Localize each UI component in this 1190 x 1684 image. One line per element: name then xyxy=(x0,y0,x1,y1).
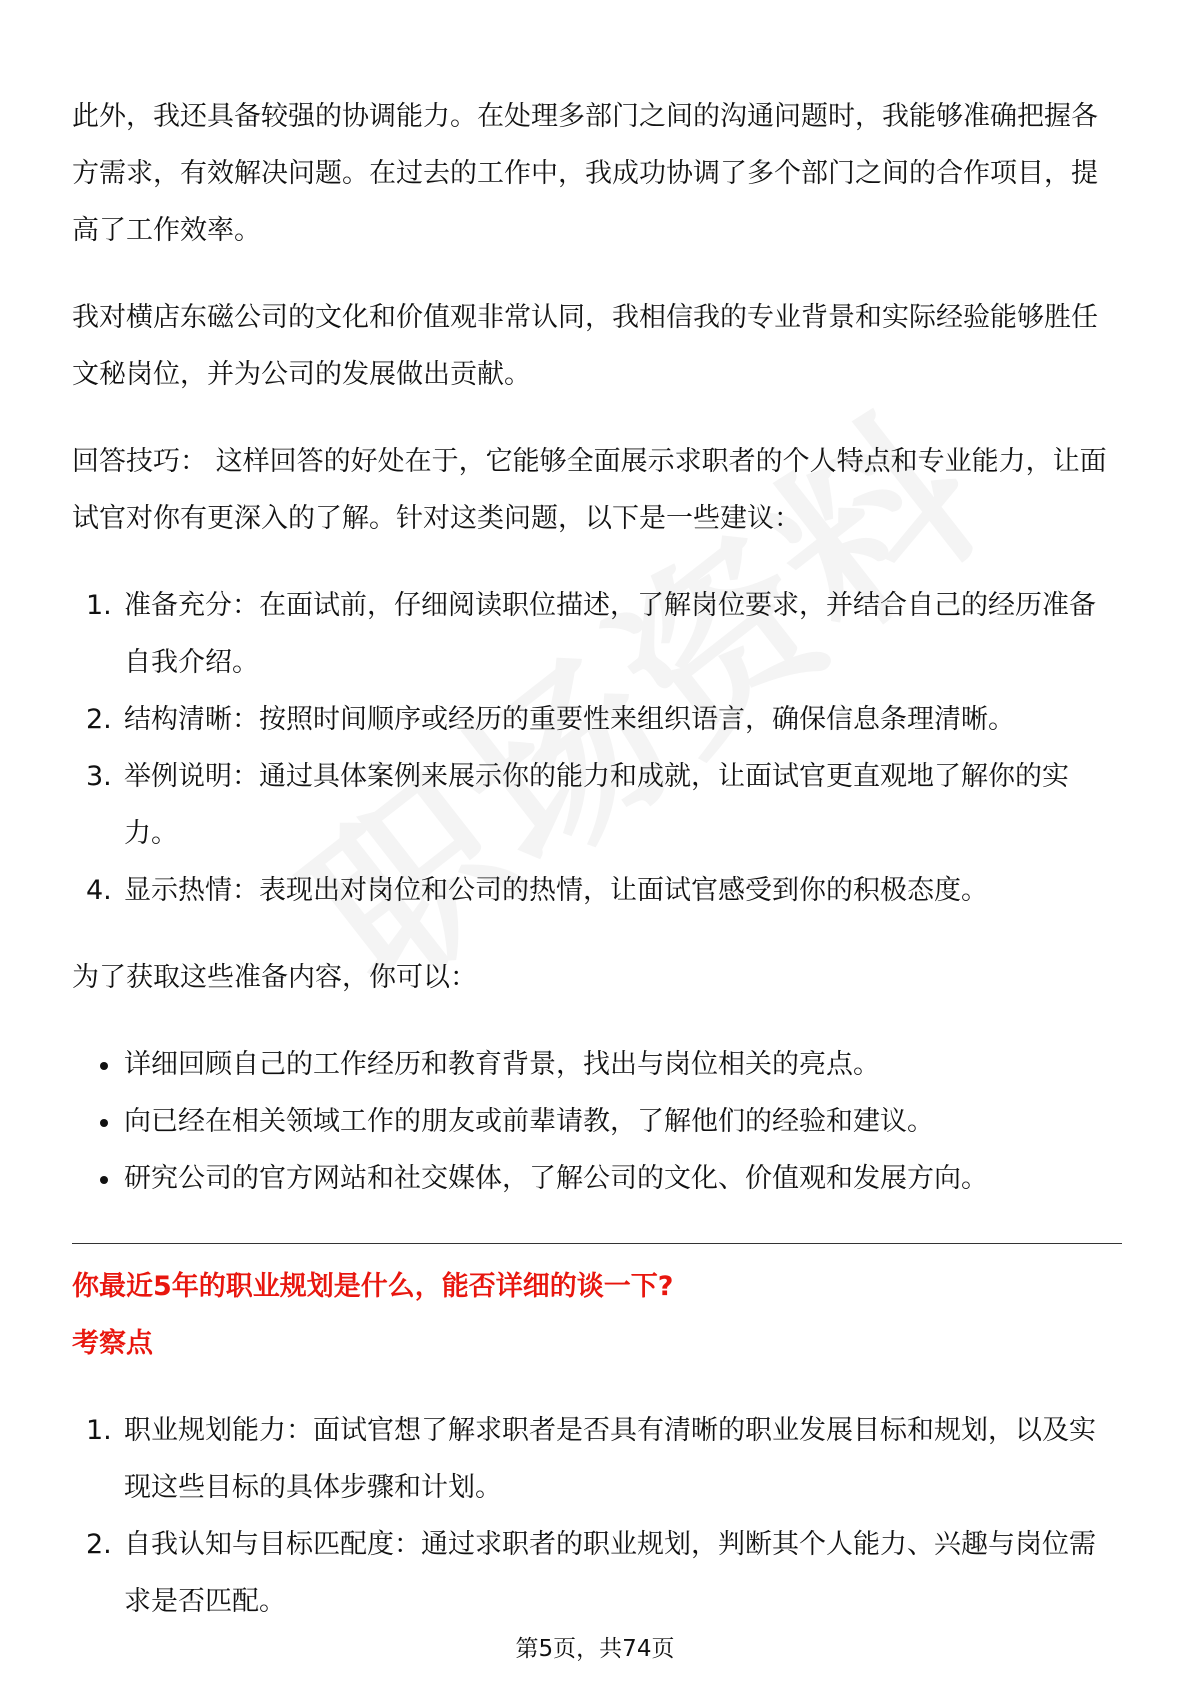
tips-list xyxy=(72,577,1122,919)
paragraph-company-fit: 我对横店东磁公司的文化和价值观非常认同，我相信我的专业背景和实际经验能够胜任文秘岗位，并为公司的发展做出贡献。 xyxy=(72,302,1098,390)
paragraph-coordination: 此外，我还具备较强的协调能力。在处理多部门之间的沟通问题时，我能够准确把握各方需求，有效解决问题。在过去的工作中，我成功协调了多个部门之间的合作项目，提高了工作效率。 xyxy=(72,101,1098,246)
paragraph-answer-tips: 回答技巧： 这样回答的好处在于，它能够全面展示求职者的个人特点和专业能力，让面试官对你有更深入的了解。针对这类问题，以下是一些建议： xyxy=(72,446,1107,534)
list-item-text: 举例说明：通过具体案例来展示你的能力和成就，让面试官更直观地了解你的实力。 xyxy=(124,761,1069,849)
assessment-points-list xyxy=(72,1402,1122,1630)
list-item xyxy=(72,1516,1122,1630)
list-item xyxy=(72,1093,1122,1150)
bullet-icon xyxy=(100,1176,108,1184)
list-item-text: 准备充分：在面试前，仔细阅读职位描述，了解岗位要求，并结合自己的经历准备自我介绍。 xyxy=(124,590,1096,678)
prep-list xyxy=(72,1036,1122,1207)
list-item xyxy=(72,1036,1122,1093)
list-number: 2. xyxy=(86,704,112,735)
page-content xyxy=(72,88,1122,1630)
bullet-icon xyxy=(100,1119,108,1127)
list-item xyxy=(72,1402,1122,1516)
list-item-text: 研究公司的官方网站和社交媒体，了解公司的文化、价值观和发展方向。 xyxy=(124,1163,988,1194)
bullet-icon xyxy=(100,1062,108,1070)
list-item-text: 详细回顾自己的工作经历和教育背景，找出与岗位相关的亮点。 xyxy=(124,1049,880,1080)
list-number: 1. xyxy=(86,1415,112,1446)
list-item-text: 自我认知与目标匹配度：通过求职者的职业规划，判断其个人能力、兴趣与岗位需求是否匹配。 xyxy=(124,1529,1096,1617)
paragraph-prep-intro: 为了获取这些准备内容，你可以： xyxy=(72,962,477,993)
list-number: 4. xyxy=(86,875,112,906)
question-title: 你最近5年的职业规划是什么，能否详细的谈一下? xyxy=(72,1271,674,1302)
page-footer: 第5页，共74页 xyxy=(515,1636,675,1662)
list-number: 3. xyxy=(86,761,112,792)
list-item-text: 向已经在相关领域工作的朋友或前辈请教，了解他们的经验和建议。 xyxy=(124,1106,934,1137)
list-item xyxy=(72,1150,1122,1207)
list-number: 2. xyxy=(86,1529,112,1560)
list-item-text: 显示热情：表现出对岗位和公司的热情，让面试官感受到你的积极态度。 xyxy=(124,875,988,906)
list-item xyxy=(72,577,1122,691)
list-item xyxy=(72,691,1122,748)
list-item-text: 职业规划能力：面试官想了解求职者是否具有清晰的职业发展目标和规划，以及实现这些目标的具体步骤和计划。 xyxy=(124,1415,1096,1503)
list-item xyxy=(72,862,1122,919)
list-number: 1. xyxy=(86,590,112,621)
question-subtitle: 考察点 xyxy=(72,1328,153,1359)
list-item-text: 结构清晰：按照时间顺序或经历的重要性来组织语言，确保信息条理清晰。 xyxy=(124,704,1015,735)
list-item xyxy=(72,748,1122,862)
